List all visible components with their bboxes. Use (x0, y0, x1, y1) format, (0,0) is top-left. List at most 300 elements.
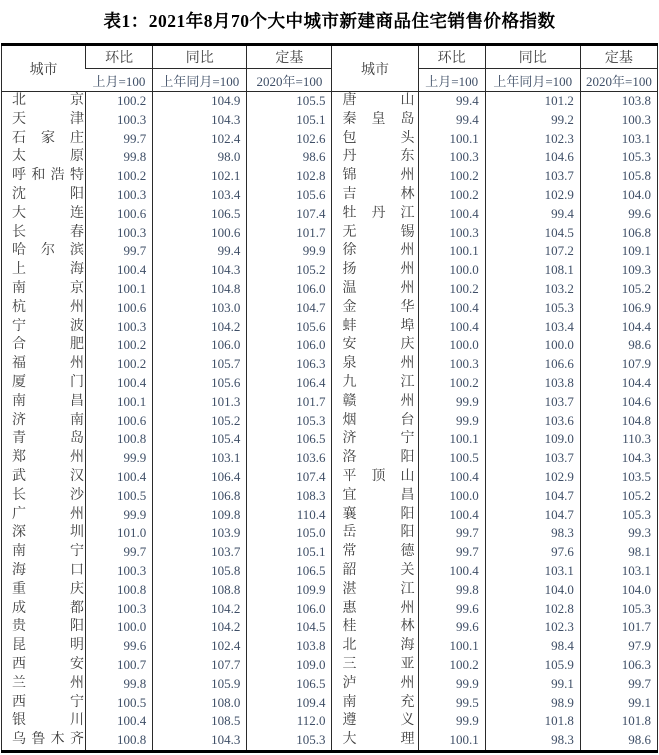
city-cell-left (2, 712, 86, 731)
city-name: 蚌 埠 (342, 318, 415, 334)
fixed-base-index-cell-left: 106.0 (247, 600, 332, 619)
city-name: 武 汉 (12, 468, 84, 484)
yoy-index-cell-right: 108.1 (485, 261, 580, 280)
mom-index-cell-left: 100.8 (86, 731, 153, 751)
header-yoy-left: 同比 (153, 45, 247, 69)
fixed-base-index-cell-left: 101.7 (247, 224, 332, 243)
city-name: 宜 昌 (342, 487, 415, 503)
city-cell-right (332, 299, 418, 318)
city-cell-right (332, 224, 418, 243)
yoy-index-cell-left: 104.2 (153, 318, 247, 337)
city-name: 包 头 (342, 130, 415, 146)
city-name: 呼 和 浩 特 (12, 168, 84, 184)
table-row (2, 562, 658, 581)
city-cell-right (332, 524, 418, 543)
fixed-base-index-cell-left: 105.3 (247, 412, 332, 431)
city-cell-right (332, 731, 418, 751)
yoy-index-cell-left: 106.0 (153, 336, 247, 355)
mom-index-cell-left: 99.6 (86, 637, 153, 656)
fixed-base-index-cell-left: 112.0 (247, 712, 332, 731)
yoy-index-cell-right: 104.7 (485, 487, 580, 506)
yoy-index-cell-left: 105.2 (153, 412, 247, 431)
yoy-index-cell-right: 102.9 (485, 468, 580, 487)
mom-index-cell-left: 100.2 (86, 92, 153, 111)
city-name: 济 宁 (342, 431, 415, 447)
table-row (2, 186, 658, 205)
city-cell-right (332, 656, 418, 675)
city-cell-left (2, 430, 86, 449)
fixed-base-index-cell-right: 97.9 (580, 637, 657, 656)
table-row (2, 167, 658, 186)
fixed-base-index-cell-left: 99.9 (247, 242, 332, 261)
table-row (2, 148, 658, 167)
mom-index-cell-left: 100.7 (86, 656, 153, 675)
table-row (2, 92, 658, 111)
mom-index-cell-right: 100.0 (418, 336, 485, 355)
mom-index-cell-left: 100.3 (86, 111, 153, 130)
city-name: 西 宁 (12, 694, 84, 710)
mom-index-cell-right: 99.9 (418, 712, 485, 731)
yoy-index-cell-right: 102.9 (485, 186, 580, 205)
fixed-base-index-cell-right: 104.8 (580, 412, 657, 431)
yoy-index-cell-right: 103.1 (485, 562, 580, 581)
fixed-base-index-cell-left: 110.4 (247, 506, 332, 525)
mom-index-cell-right: 99.7 (418, 524, 485, 543)
mom-index-cell-right: 100.3 (418, 224, 485, 243)
yoy-index-cell-right: 102.8 (485, 600, 580, 619)
yoy-index-cell-right: 101.8 (485, 712, 580, 731)
yoy-index-cell-left: 102.4 (153, 637, 247, 656)
header-fixed-base-left: 2020年=100 (247, 69, 332, 92)
fixed-base-index-cell-right: 106.8 (580, 224, 657, 243)
fixed-base-index-cell-left: 103.8 (247, 637, 332, 656)
city-cell-left (2, 600, 86, 619)
city-name: 广 州 (12, 506, 84, 522)
city-name: 韶 关 (342, 562, 415, 578)
city-cell-right (332, 675, 418, 694)
fixed-base-index-cell-left: 105.6 (247, 186, 332, 205)
city-cell-right (332, 261, 418, 280)
mom-index-cell-right: 100.0 (418, 261, 485, 280)
fixed-base-index-cell-right: 107.9 (580, 355, 657, 374)
mom-index-cell-right: 99.4 (418, 92, 485, 111)
mom-index-cell-right: 100.5 (418, 449, 485, 468)
price-index-table (1, 43, 658, 753)
yoy-index-cell-right: 104.7 (485, 506, 580, 525)
mom-index-cell-right: 100.2 (418, 280, 485, 299)
fixed-base-index-cell-right: 103.1 (580, 562, 657, 581)
fixed-base-index-cell-right: 106.9 (580, 299, 657, 318)
fixed-base-index-cell-left: 104.5 (247, 618, 332, 637)
city-name: 上 海 (12, 262, 84, 278)
yoy-index-cell-left: 103.0 (153, 299, 247, 318)
table-row (2, 600, 658, 619)
city-name: 郑 州 (12, 450, 84, 466)
fixed-base-index-cell-left: 106.0 (247, 336, 332, 355)
city-cell-left (2, 318, 86, 337)
fixed-base-index-cell-right: 105.3 (580, 600, 657, 619)
fixed-base-index-cell-left: 106.4 (247, 374, 332, 393)
yoy-index-cell-right: 102.3 (485, 130, 580, 149)
city-name: 襄 阳 (342, 506, 415, 522)
city-name: 安 庆 (342, 337, 415, 353)
city-name: 扬 州 (342, 262, 415, 278)
fixed-base-index-cell-left: 105.1 (247, 543, 332, 562)
fixed-base-index-cell-left: 105.1 (247, 111, 332, 130)
city-cell-left (2, 261, 86, 280)
fixed-base-index-cell-right: 105.2 (580, 280, 657, 299)
table-row (2, 412, 658, 431)
mom-index-cell-left: 100.1 (86, 393, 153, 412)
city-cell-left (2, 148, 86, 167)
yoy-index-cell-left: 105.9 (153, 675, 247, 694)
mom-index-cell-left: 100.4 (86, 468, 153, 487)
header-row-1 (2, 45, 658, 69)
table-row (2, 618, 658, 637)
table-row (2, 111, 658, 130)
mom-index-cell-right: 100.1 (418, 242, 485, 261)
fixed-base-index-cell-right: 101.8 (580, 712, 657, 731)
city-cell-right (332, 336, 418, 355)
yoy-index-cell-right: 104.6 (485, 148, 580, 167)
city-cell-left (2, 581, 86, 600)
yoy-index-cell-left: 108.8 (153, 581, 247, 600)
header-fixed-base-right: 2020年=100 (580, 69, 657, 92)
yoy-index-cell-right: 98.3 (485, 524, 580, 543)
mom-index-cell-right: 99.6 (418, 600, 485, 619)
city-name: 成 都 (12, 600, 84, 616)
fixed-base-index-cell-right: 99.3 (580, 524, 657, 543)
city-cell-left (2, 412, 86, 431)
yoy-index-cell-right: 105.9 (485, 656, 580, 675)
city-name: 北 海 (342, 638, 415, 654)
city-name: 遵 义 (342, 713, 415, 729)
yoy-index-cell-left: 104.2 (153, 600, 247, 619)
header-mom-right: 环比 (418, 45, 485, 69)
city-cell-right (332, 148, 418, 167)
table-row (2, 336, 658, 355)
mom-index-cell-right: 100.1 (418, 430, 485, 449)
fixed-base-index-cell-right: 99.7 (580, 675, 657, 694)
yoy-index-cell-left: 103.9 (153, 524, 247, 543)
fixed-base-index-cell-right: 104.4 (580, 318, 657, 337)
header-city-left: 城市 (2, 45, 86, 92)
city-cell-left (2, 656, 86, 675)
city-cell-left (2, 299, 86, 318)
city-name: 长 春 (12, 224, 84, 240)
yoy-index-cell-left: 108.5 (153, 712, 247, 731)
city-name: 唐 山 (342, 93, 415, 108)
fixed-base-index-cell-left: 106.3 (247, 355, 332, 374)
city-name: 岳 阳 (342, 525, 415, 541)
city-cell-left (2, 167, 86, 186)
table-row (2, 731, 658, 751)
city-name: 秦 皇 岛 (342, 111, 415, 127)
city-cell-left (2, 637, 86, 656)
yoy-index-cell-right: 97.6 (485, 543, 580, 562)
yoy-index-cell-right: 104.0 (485, 581, 580, 600)
fixed-base-index-cell-right: 103.1 (580, 130, 657, 149)
city-cell-right (332, 393, 418, 412)
header-city-right: 城市 (332, 45, 418, 92)
fixed-base-index-cell-left: 102.8 (247, 167, 332, 186)
fixed-base-index-cell-left: 104.7 (247, 299, 332, 318)
mom-index-cell-left: 100.3 (86, 318, 153, 337)
yoy-index-cell-left: 103.1 (153, 449, 247, 468)
mom-index-cell-left: 100.4 (86, 712, 153, 731)
city-cell-left (2, 205, 86, 224)
city-cell-right (332, 205, 418, 224)
mom-index-cell-right: 99.9 (418, 412, 485, 431)
yoy-index-cell-left: 103.4 (153, 186, 247, 205)
table-row (2, 543, 658, 562)
fixed-base-index-cell-right: 104.0 (580, 581, 657, 600)
header-fixed-right: 定基 (580, 45, 657, 69)
fixed-base-index-cell-left: 105.3 (247, 731, 332, 751)
city-name: 天 津 (12, 111, 84, 127)
city-name: 乌 鲁 木 齐 (12, 732, 84, 748)
city-name: 兰 州 (12, 675, 84, 691)
city-name: 湛 江 (342, 581, 415, 597)
yoy-index-cell-left: 104.3 (153, 731, 247, 751)
mom-index-cell-left: 99.8 (86, 148, 153, 167)
fixed-base-index-cell-right: 109.3 (580, 261, 657, 280)
mom-index-cell-right: 99.9 (418, 393, 485, 412)
mom-index-cell-left: 100.8 (86, 430, 153, 449)
city-cell-right (332, 506, 418, 525)
yoy-index-cell-left: 108.0 (153, 694, 247, 713)
city-name: 南 京 (12, 280, 84, 296)
city-cell-left (2, 355, 86, 374)
yoy-index-cell-left: 100.6 (153, 224, 247, 243)
yoy-index-cell-right: 98.4 (485, 637, 580, 656)
table-header (2, 45, 658, 92)
city-name: 温 州 (342, 280, 415, 296)
city-name: 牡 丹 江 (342, 205, 415, 221)
mom-index-cell-left: 99.7 (86, 242, 153, 261)
table-row (2, 449, 658, 468)
fixed-base-index-cell-left: 106.5 (247, 675, 332, 694)
mom-index-cell-right: 100.4 (418, 506, 485, 525)
yoy-index-cell-left: 105.8 (153, 562, 247, 581)
city-name: 济 南 (12, 412, 84, 428)
mom-index-cell-right: 99.8 (418, 581, 485, 600)
mom-index-cell-right: 99.4 (418, 111, 485, 130)
fixed-base-index-cell-left: 101.7 (247, 393, 332, 412)
city-name: 九 江 (342, 374, 415, 390)
mom-index-cell-left: 100.6 (86, 205, 153, 224)
fixed-base-index-cell-left: 106.0 (247, 280, 332, 299)
city-name: 重 庆 (12, 581, 84, 597)
city-cell-right (332, 712, 418, 731)
mom-index-cell-left: 100.2 (86, 355, 153, 374)
header-mom-base-left: 上月=100 (86, 69, 153, 92)
yoy-index-cell-right: 99.4 (485, 205, 580, 224)
city-cell-left (2, 468, 86, 487)
city-name: 贵 阳 (12, 619, 84, 635)
city-name: 大 连 (12, 205, 84, 221)
city-cell-right (332, 374, 418, 393)
mom-index-cell-right: 99.7 (418, 543, 485, 562)
yoy-index-cell-right: 105.3 (485, 299, 580, 318)
city-name: 南 宁 (12, 544, 84, 560)
table-row (2, 656, 658, 675)
mom-index-cell-left: 99.9 (86, 449, 153, 468)
table-row (2, 355, 658, 374)
fixed-base-index-cell-left: 109.9 (247, 581, 332, 600)
fixed-base-index-cell-left: 105.6 (247, 318, 332, 337)
mom-index-cell-right: 99.5 (418, 694, 485, 713)
yoy-index-cell-left: 107.7 (153, 656, 247, 675)
city-name: 泸 州 (342, 675, 415, 691)
city-cell-left (2, 280, 86, 299)
table-row (2, 637, 658, 656)
city-name: 厦 门 (12, 374, 84, 390)
fixed-base-index-cell-left: 105.0 (247, 524, 332, 543)
city-name: 太 原 (12, 149, 84, 165)
city-cell-left (2, 92, 86, 111)
header-mom-base-right: 上月=100 (418, 69, 485, 92)
yoy-index-cell-right: 103.2 (485, 280, 580, 299)
yoy-index-cell-left: 104.8 (153, 280, 247, 299)
mom-index-cell-right: 100.2 (418, 656, 485, 675)
city-cell-right (332, 468, 418, 487)
yoy-index-cell-right: 103.8 (485, 374, 580, 393)
yoy-index-cell-left: 101.3 (153, 393, 247, 412)
fixed-base-index-cell-left: 106.5 (247, 562, 332, 581)
yoy-index-cell-right: 104.5 (485, 224, 580, 243)
city-cell-left (2, 562, 86, 581)
yoy-index-cell-right: 107.2 (485, 242, 580, 261)
fixed-base-index-cell-left: 105.5 (247, 92, 332, 111)
yoy-index-cell-right: 99.1 (485, 675, 580, 694)
table-row (2, 205, 658, 224)
mom-index-cell-right: 100.4 (418, 299, 485, 318)
city-cell-right (332, 111, 418, 130)
city-name: 泉 州 (342, 356, 415, 372)
city-name: 常 德 (342, 544, 415, 560)
city-cell-left (2, 449, 86, 468)
fixed-base-index-cell-right: 99.6 (580, 205, 657, 224)
table-row (2, 430, 658, 449)
mom-index-cell-left: 99.8 (86, 675, 153, 694)
mom-index-cell-right: 99.9 (418, 675, 485, 694)
city-name: 惠 州 (342, 600, 415, 616)
city-name: 徐 州 (342, 243, 415, 259)
city-name: 洛 阳 (342, 450, 415, 466)
fixed-base-index-cell-right: 101.7 (580, 618, 657, 637)
table-row (2, 581, 658, 600)
fixed-base-index-cell-left: 98.6 (247, 148, 332, 167)
yoy-index-cell-left: 106.4 (153, 468, 247, 487)
table-row (2, 393, 658, 412)
yoy-index-cell-left: 102.4 (153, 130, 247, 149)
yoy-index-cell-left: 104.3 (153, 261, 247, 280)
mom-index-cell-left: 100.8 (86, 581, 153, 600)
mom-index-cell-right: 100.4 (418, 318, 485, 337)
table-row (2, 299, 658, 318)
fixed-base-index-cell-right: 104.6 (580, 393, 657, 412)
yoy-index-cell-right: 103.7 (485, 167, 580, 186)
city-name: 大 理 (342, 732, 415, 748)
yoy-index-cell-right: 100.0 (485, 336, 580, 355)
city-name: 吉 林 (342, 186, 415, 202)
city-cell-left (2, 543, 86, 562)
city-name: 三 亚 (342, 656, 415, 672)
city-cell-right (332, 581, 418, 600)
city-cell-left (2, 186, 86, 205)
mom-index-cell-left: 100.3 (86, 562, 153, 581)
mom-index-cell-left: 100.3 (86, 186, 153, 205)
mom-index-cell-right: 100.0 (418, 487, 485, 506)
header-yoy-base-right: 上年同月=100 (485, 69, 580, 92)
city-cell-right (332, 355, 418, 374)
city-cell-right (332, 130, 418, 149)
mom-index-cell-left: 101.0 (86, 524, 153, 543)
mom-index-cell-right: 100.1 (418, 130, 485, 149)
city-cell-right (332, 186, 418, 205)
city-name: 沈 阳 (12, 186, 84, 202)
fixed-base-index-cell-right: 105.2 (580, 487, 657, 506)
fixed-base-index-cell-right: 98.6 (580, 336, 657, 355)
mom-index-cell-right: 100.3 (418, 355, 485, 374)
city-cell-left (2, 374, 86, 393)
city-cell-right (332, 600, 418, 619)
fixed-base-index-cell-left: 102.6 (247, 130, 332, 149)
city-cell-left (2, 524, 86, 543)
mom-index-cell-left: 100.6 (86, 412, 153, 431)
table-row (2, 506, 658, 525)
header-fixed-left: 定基 (247, 45, 332, 69)
mom-index-cell-left: 99.9 (86, 506, 153, 525)
city-cell-left (2, 336, 86, 355)
mom-index-cell-right: 100.4 (418, 562, 485, 581)
fixed-base-index-cell-right: 109.1 (580, 242, 657, 261)
mom-index-cell-left: 100.1 (86, 280, 153, 299)
city-name: 合 肥 (12, 337, 84, 353)
city-name: 福 州 (12, 356, 84, 372)
city-cell-left (2, 694, 86, 713)
yoy-index-cell-right: 103.7 (485, 393, 580, 412)
fixed-base-index-cell-right: 105.3 (580, 148, 657, 167)
fixed-base-index-cell-right: 105.8 (580, 167, 657, 186)
yoy-index-cell-right: 109.0 (485, 430, 580, 449)
city-name: 烟 台 (342, 412, 415, 428)
city-name: 桂 林 (342, 619, 415, 635)
city-cell-right (332, 242, 418, 261)
city-cell-left (2, 731, 86, 751)
table-row (2, 242, 658, 261)
city-cell-left (2, 224, 86, 243)
fixed-base-index-cell-right: 104.0 (580, 186, 657, 205)
yoy-index-cell-right: 98.3 (485, 731, 580, 751)
mom-index-cell-left: 100.4 (86, 374, 153, 393)
fixed-base-index-cell-right: 105.3 (580, 506, 657, 525)
table-row (2, 712, 658, 731)
fixed-base-index-cell-left: 109.0 (247, 656, 332, 675)
table-row (2, 224, 658, 243)
table-row (2, 524, 658, 543)
fixed-base-index-cell-left: 107.4 (247, 468, 332, 487)
mom-index-cell-right: 100.4 (418, 468, 485, 487)
header-mom-left: 环比 (86, 45, 153, 69)
city-cell-left (2, 675, 86, 694)
yoy-index-cell-left: 99.4 (153, 242, 247, 261)
yoy-index-cell-left: 106.5 (153, 205, 247, 224)
yoy-index-cell-right: 103.6 (485, 412, 580, 431)
city-name: 锦 州 (342, 168, 415, 184)
city-name: 西 安 (12, 656, 84, 672)
